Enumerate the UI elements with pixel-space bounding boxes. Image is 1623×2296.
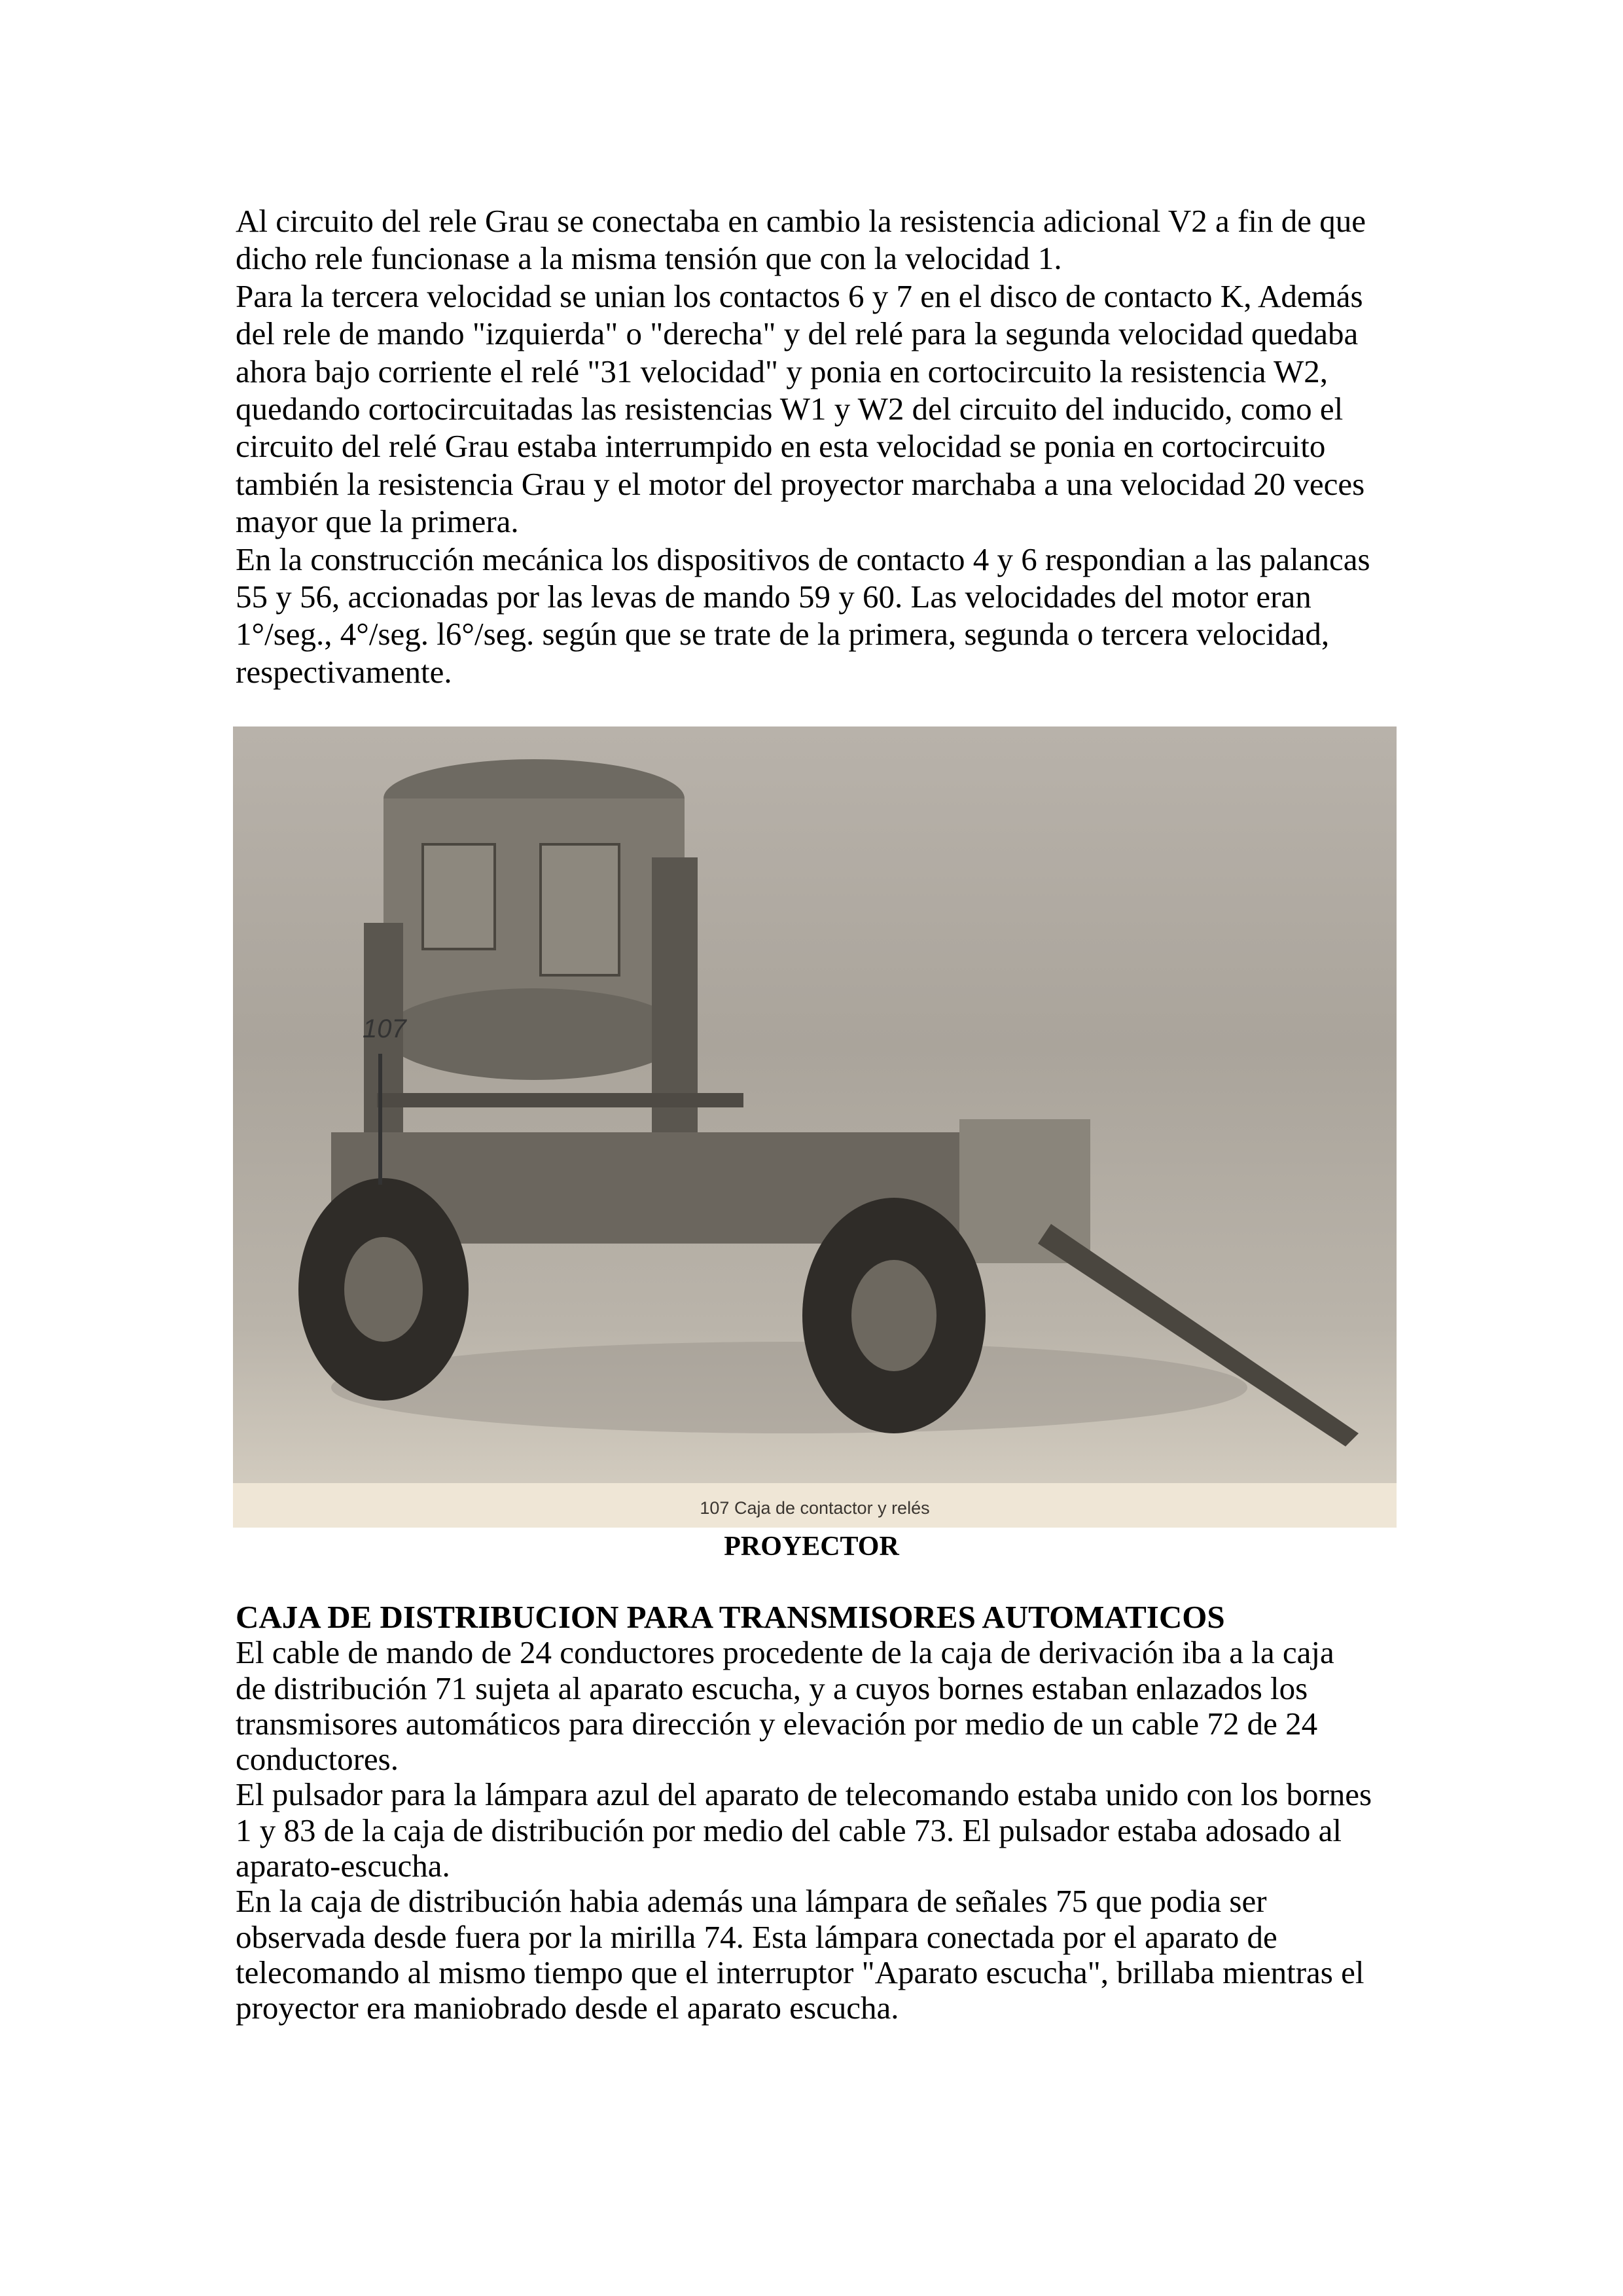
text-line: ahora bajo corriente el relé "31 velocidad" y ponia en cortocircuito la resistencia W2, (236, 353, 1329, 389)
text-line: transmisores automáticos para dirección y elevación por medio de un cable 72 de 24 (236, 1705, 1318, 1742)
text-line: 1 y 83 de la caja de distribución por medio del cable 73. El pulsador estaba adosado al (236, 1812, 1342, 1848)
photo-callout-label: 107 (363, 1014, 406, 1043)
text-line: de distribución 71 sujeta al aparato escucha, y a cuyos bornes estaban enlazados los (236, 1670, 1308, 1706)
text-line: 1°/seg., 4°/seg. l6°/seg. según que se trate de la primera, segunda o tercera velocidad, (236, 616, 1330, 653)
text-line: mayor que la primera. (236, 503, 519, 540)
photo-caption: 107 Caja de contactor y relés (700, 1498, 930, 1518)
text-line: quedando cortocircuitadas las resistencias W1 y W2 del circuito del inducido, como el (236, 390, 1344, 427)
text-line: Para la tercera velocidad se unian los contactos 6 y 7 en el disco de contacto K, Además (236, 278, 1363, 314)
text-line: observada desde fuera por la mirilla 74. Esta lámpara conectada por el aparato de (236, 1918, 1277, 1955)
text-line: 55 y 56, accionadas por las levas de mando 59 y 60. Las velocidades del motor eran (236, 578, 1311, 615)
section-heading: CAJA DE DISTRIBUCION PARA TRANSMISORES AUTOMATICOS (236, 1599, 1225, 1635)
text-line: telecomando al mismo tiempo que el interruptor "Aparato escucha", brillaba mientras el (236, 1954, 1364, 1990)
text-line: proyector era maniobrado desde el aparato escucha. (236, 1990, 899, 2026)
section-2-text (236, 1600, 1414, 2026)
text-line: En la caja de distribución habia además una lámpara de señales 75 que podia ser (236, 1883, 1267, 1920)
text-line: también la resistencia Grau y el motor del proyector marchaba a una velocidad 20 veces (236, 465, 1365, 502)
text-line: En la construcción mecánica los dispositivos de contacto 4 y 6 respondian a las palancas (236, 541, 1370, 577)
figure-title: PROYECTOR (724, 1532, 899, 1562)
section-1-text (236, 202, 1414, 691)
text-line: respectivamente. (236, 653, 452, 690)
searchlight-illustration (233, 726, 1397, 1528)
text-line: Al circuito del rele Grau se conectaba en cambio la resistencia adicional V2 a fin de que (236, 203, 1366, 239)
text-line: circuito del relé Grau estaba interrumpido en esta velocidad se ponia en cortocircuito (236, 428, 1326, 465)
text-line: del rele de mando "izquierda" o "derecha" y del relé para la segunda velocidad quedaba (236, 315, 1359, 352)
text-line: El cable de mando de 24 conductores procedente de la caja de derivación iba a la caja (236, 1634, 1334, 1671)
text-line: conductores. (236, 1741, 399, 1778)
text-line: El pulsador para la lámpara azul del aparato de telecomando estaba unido con los bornes (236, 1776, 1372, 1813)
text-line: dicho rele funcionase a la misma tensión que con la velocidad 1. (236, 240, 1062, 277)
searchlight-trailer-photo (233, 726, 1397, 1528)
text-line: aparato-escucha. (236, 1848, 450, 1884)
